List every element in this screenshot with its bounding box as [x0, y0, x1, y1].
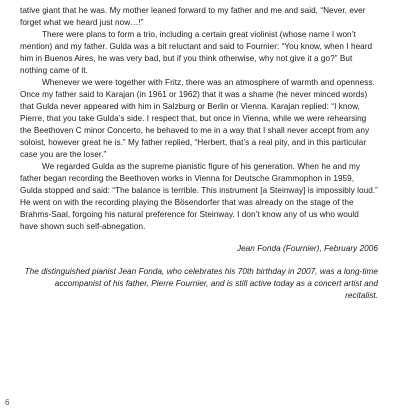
author-bio: The distinguished pianist Jean Fonda, who celebrates his 70th birthday in 2007, was a long-time accompanist of his father, Pierre Fournier, and is still active today as a concert artist and recitalist.: [24, 267, 378, 300]
author-signature: Jean Fonda (Fournier), February 2006: [236, 244, 378, 253]
page-number: 6: [5, 398, 10, 407]
paragraph-beethoven-recording: We regarded Gulda as the supreme pianistic figure of his generation. When he and my father began recording the Beethoven works in Vienna for Deutsche Grammophon in 1959, Gulda stopped and said: “The balance is terrible. This instrument [a Steinway] is impossibly loud.” He went on with the recording playing the Bösendorfer that was already on the stage of the Brahms-Saal, forgoing his natural preference for Steinway. I don’t know any of us who would have shown such self-abnegation.: [20, 162, 378, 231]
paragraph-continuation: tative giant that he was. My mother leaned forward to my father and me and said, “Never, ever forget what we heard just now…!”: [20, 6, 366, 27]
article-body: [20, 5, 378, 302]
paragraph-trio: There were plans to form a trio, including a certain great violinist (whose name I won’t mention) and my father. Gulda was a bit reluctant and said to Fournier: “You know, when I heard him in Buenos Aires, he was very bad, but if you think otherwise, why not give it a go?” But nothing came of it.: [20, 30, 373, 75]
paragraph-karajan: Whenever we were together with Fritz, there was an atmosphere of warmth and openness. Once my father said to Karajan (in 1961 or 1962) that it was a shame (he never minced words) that Gulda never appeared with him in Salzburg or Berlin or Vienna. Karajan replied: “I know, Pierre, that you take Gulda’s side. I respect that, but once in Vienna, while we were rehearsing the Beethoven C minor Concerto, he behaved to me in a way that I shall never accept from any soloist, however great he is.” My father replied, “Herbert, that’s a real pity, and in this particular case you are the loser.”: [20, 78, 375, 159]
